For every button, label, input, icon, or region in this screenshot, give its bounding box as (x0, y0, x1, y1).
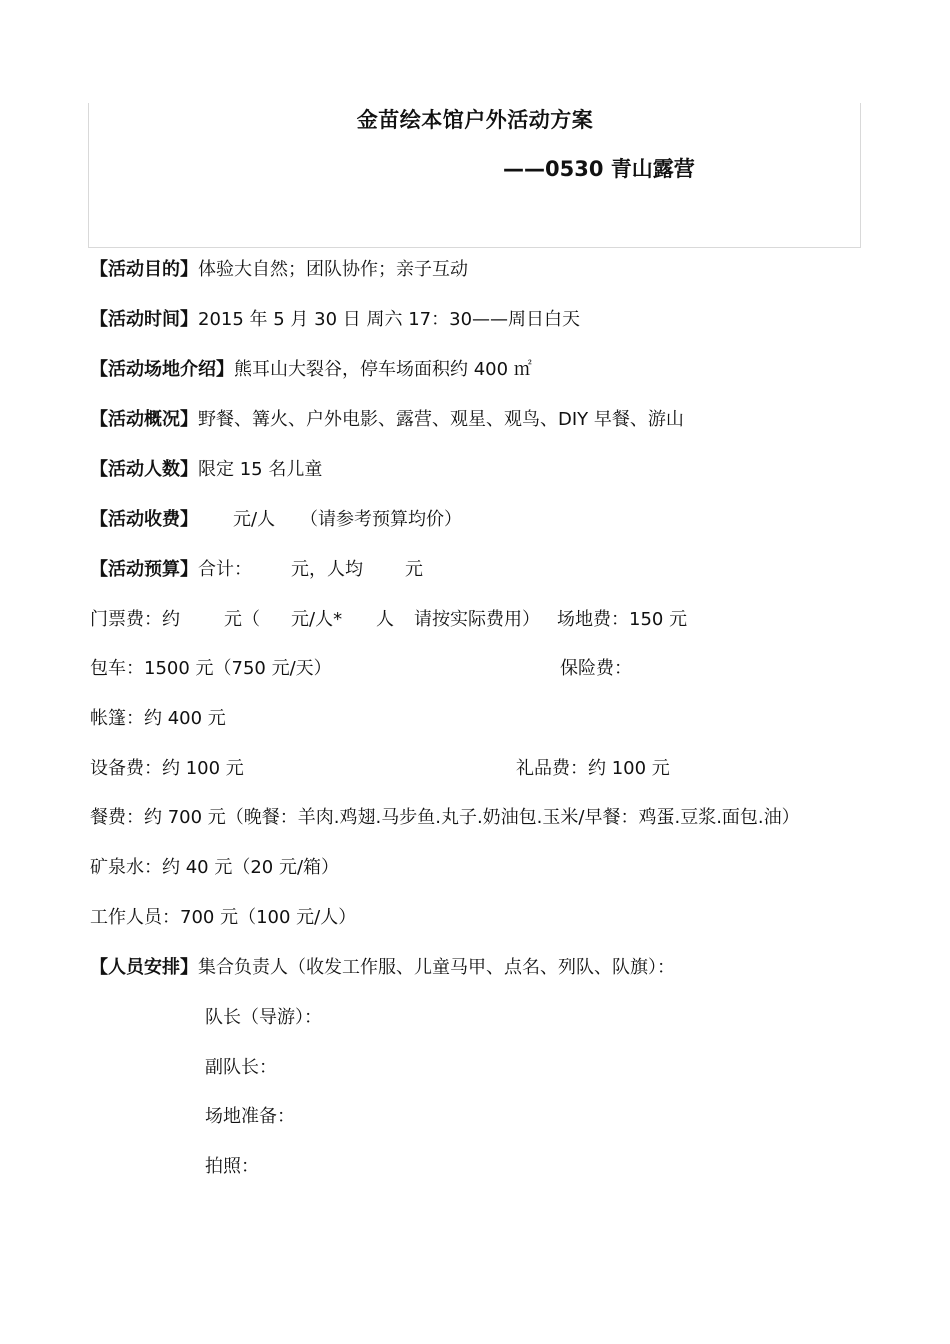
headcount-line (90, 458, 322, 482)
headcount-label: 【活动人数】 (90, 459, 198, 480)
tickets-line (90, 608, 688, 632)
personnel-line (90, 956, 675, 980)
gift-fee: 礼品费：约 100 元 (516, 758, 670, 779)
staff-line: 工作人员：700 元（100 元/人） (90, 907, 357, 928)
personnel-item: 队长（导游）： (205, 1007, 322, 1028)
purpose-value: 体验大自然；团队协作；亲子互动 (198, 259, 468, 280)
equipment-fee: 设备费：约 100 元 (90, 758, 244, 779)
document-title: 金苗绘本馆户外活动方案 (356, 108, 594, 132)
insurance-fee: 保险费： (560, 658, 632, 679)
fee-line (90, 508, 462, 532)
document-subtitle: ——0530 青山露营 (503, 157, 695, 181)
equipment-line (90, 757, 670, 781)
headcount-value: 限定 15 名儿童 (198, 459, 323, 480)
fee-unit: 元/人 (233, 509, 276, 530)
bus-fee: 包车：1500 元（750 元/天） (90, 658, 332, 679)
personnel-label: 【人员安排】 (90, 957, 198, 978)
overview-value: 野餐、篝火、户外电影、露营、观星、观鸟、DIY 早餐、游山 (198, 409, 684, 430)
purpose-line (90, 258, 468, 282)
fee-note: （请参考预算均价） (300, 509, 462, 530)
venue-fee: 场地费：150 元 (557, 609, 688, 630)
time-label: 【活动时间】 (90, 309, 198, 330)
venue-line (90, 358, 532, 382)
personnel-item: 场地准备： (205, 1106, 295, 1127)
purpose-label: 【活动目的】 (90, 259, 198, 280)
tickets-b: 元/人* (291, 609, 343, 630)
tickets-d: 请按实际费用） (414, 609, 540, 630)
venue-value: 熊耳山大裂谷，停车场面积约 400 ㎡ (234, 359, 532, 380)
personnel-item: 拍照： (205, 1156, 259, 1177)
budget-label: 【活动预算】 (90, 559, 198, 580)
tent-line: 帐篷：约 400 元 (90, 708, 226, 729)
time-value: 2015 年 5 月 30 日 周六 17：30——周日白天 (198, 309, 581, 330)
overview-label: 【活动概况】 (90, 409, 198, 430)
budget-unit1: 元，人均 (291, 559, 363, 580)
meals-line: 餐费：约 700 元（晚餐：羊肉.鸡翅.马步鱼.丸子.奶油包.玉米/早餐：鸡蛋.豆浆.面包.油） (90, 807, 800, 828)
overview-line (90, 408, 684, 432)
budget-line (90, 558, 423, 582)
budget-unit2: 元 (405, 559, 423, 580)
time-line (90, 308, 580, 332)
budget-total: 合计： (198, 559, 252, 580)
venue-label: 【活动场地介绍】 (90, 359, 234, 380)
bus-line (90, 657, 632, 681)
water-line: 矿泉水：约 40 元（20 元/箱） (90, 857, 340, 878)
fee-label: 【活动收费】 (90, 509, 198, 530)
personnel-item: 副队长： (205, 1057, 277, 1078)
tickets-c: 人 (376, 609, 394, 630)
tickets-prefix: 门票费：约 (90, 609, 180, 630)
personnel-item: 集合负责人（收发工作服、儿童马甲、点名、列队、队旗）： (198, 957, 675, 978)
tickets-a: 元（ (224, 609, 260, 630)
